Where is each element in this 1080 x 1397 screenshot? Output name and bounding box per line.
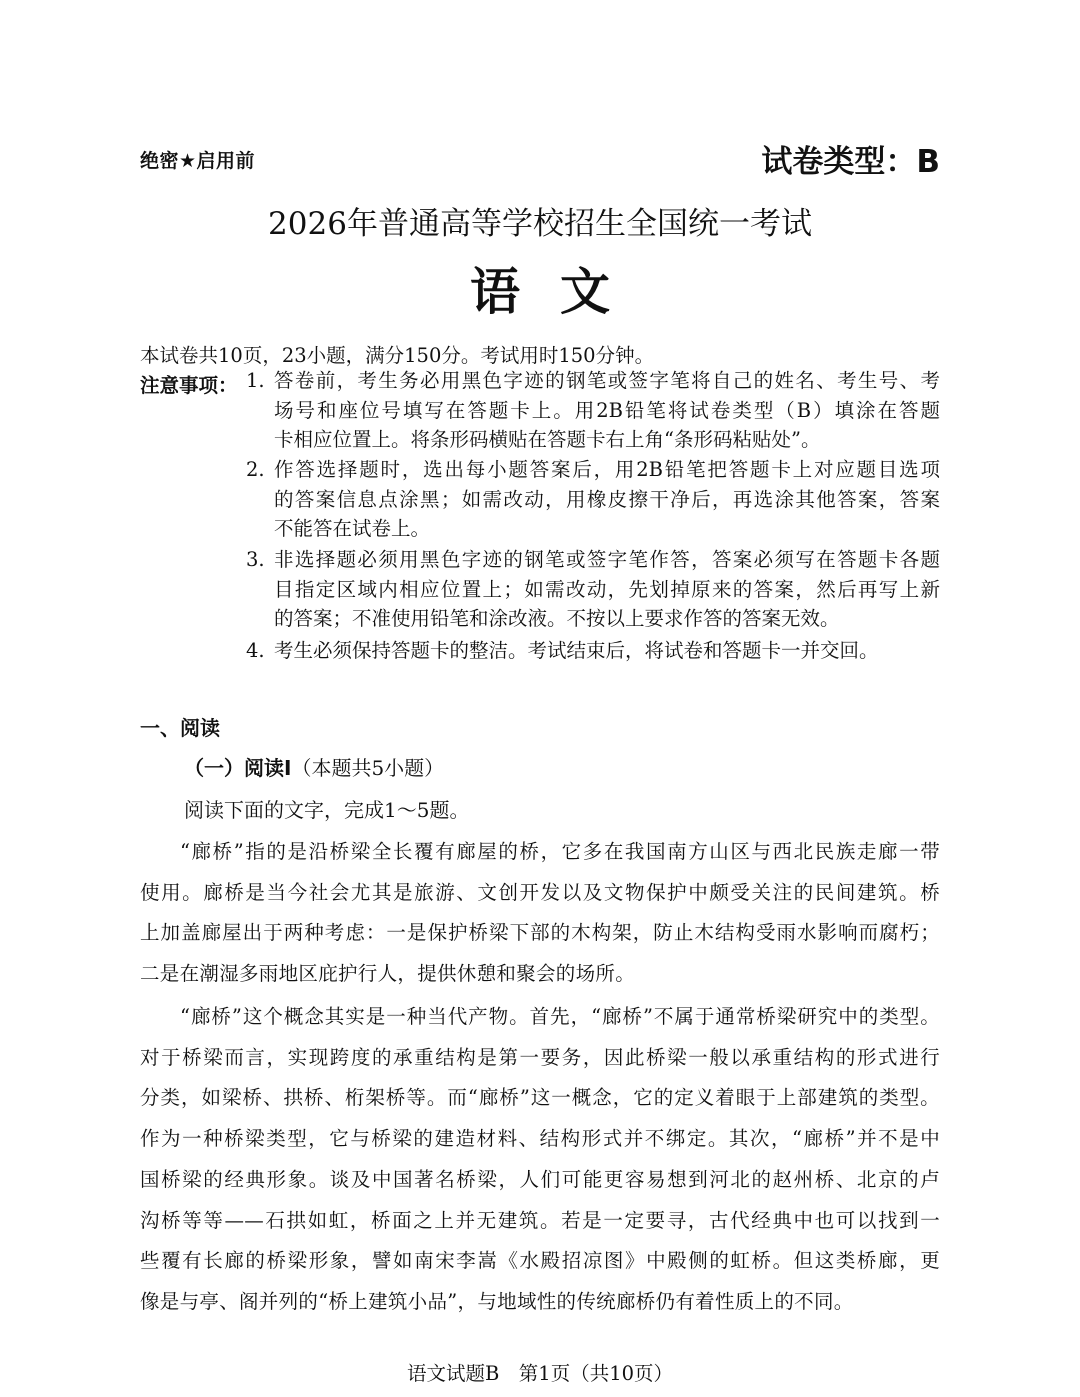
exam-title: 2026年普通高等学校招生全国统一考试	[268, 206, 812, 242]
subsection-label: （一）阅读I	[184, 756, 292, 780]
note-line: 的答案；不准使用铅笔和涂改液。不按以上要求作答的答案无效。	[274, 607, 840, 630]
note-line: 考生必须保持答题卡的整洁。考试结束后，将试卷和答题卡一并交回。	[274, 639, 879, 662]
passage-line: 二是在潮湿多雨地区庇护行人，提供休憩和聚会的场所。	[140, 962, 636, 986]
subject-char: 文	[560, 263, 610, 321]
reading-instruction: 阅读下面的文字，完成1～5题。	[184, 798, 470, 822]
passage-paragraph	[140, 997, 940, 1323]
passage-line: “廊桥”指的是沿桥梁全长覆有廊屋的桥，它多在我国南方山区与西北民族走廊一带	[180, 840, 940, 863]
passage-line: 上加盖廊屋出于两种考虑：一是保护桥梁下部的木构架，防止木结构受雨水影响而腐朽；	[140, 921, 940, 945]
passage-line: “廊桥”这个概念其实是一种当代产物。首先，“廊桥”不属于通常桥梁研究中的类型。	[180, 1005, 940, 1028]
subsection-title	[184, 752, 444, 781]
subsection-note: （本题共5小题）	[291, 756, 445, 780]
note-line: 不能答在试卷上。	[274, 517, 431, 540]
exam-intro: 本试卷共10页，23小题，满分150分。考试用时150分钟。	[140, 344, 655, 367]
passage-line: 沟桥等等——石拱如虹，桥面之上并无建筑。若是一定要寻，古代经典中也可以找到一	[140, 1208, 940, 1232]
passage-line: 对于桥梁而言，实现跨度的承重结构是第一要务，因此桥梁一般以承重结构的形式进行	[140, 1045, 940, 1069]
section-title: 一、阅读	[140, 716, 220, 740]
note-item	[246, 636, 940, 666]
note-item	[246, 545, 940, 630]
note-line: 作答选择题时，选出每小题答案后，用2B铅笔把答题卡上对应题目选项	[274, 458, 940, 481]
paper-type: 试卷类型：B	[761, 144, 940, 180]
note-line: 非选择题必须用黑色字迹的钢笔或签字笔作答，答案必须写在答题卡各题	[274, 548, 940, 571]
note-line: 场号和座位号填写在答题卡上。用2B铅笔将试卷类型（B）填涂在答题	[274, 398, 940, 422]
passage-line: 分类，如梁桥、拱桥、桁架桥等。而“廊桥”这一概念，它的定义着眼于上部建筑的类型。	[140, 1086, 940, 1110]
note-number: 4.	[246, 639, 265, 662]
subject-char: 语	[470, 263, 520, 321]
passage-paragraph	[140, 832, 940, 995]
note-number: 3.	[246, 548, 265, 571]
page-footer: 语文试题B 第1页（共10页）	[406, 1362, 674, 1385]
passage-line: 使用。廊桥是当今社会尤其是旅游、文创开发以及文物保护中颇受关注的民间建筑。桥	[140, 880, 940, 904]
note-number: 2.	[246, 458, 265, 481]
note-item	[246, 366, 940, 451]
passage-line: 些覆有长廊的桥梁形象，譬如南宋李嵩《水殿招凉图》中殿侧的虹桥。但这类桥廊，更	[140, 1249, 940, 1273]
passage-line: 作为一种桥梁类型，它与桥梁的建造材料、结构形式并不绑定。其次，“廊桥”并不是中	[140, 1127, 940, 1151]
note-line: 的答案信息点涂黑；如需改动，用橡皮擦干净后，再选涂其他答案，答案	[274, 487, 940, 511]
confidential-mark: 绝密★启用前	[140, 150, 256, 172]
note-line: 目指定区域内相应位置上；如需改动，先划掉原来的答案，然后再写上新	[274, 577, 940, 601]
note-line: 答卷前，考生务必用黑色字迹的钢笔或签字笔将自己的姓名、考生号、考	[274, 369, 940, 392]
note-line: 卡相应位置上。将条形码横贴在答题卡右上角“条形码粘贴处”。	[274, 428, 821, 451]
note-number: 1.	[246, 369, 265, 392]
notes-label: 注意事项：	[140, 374, 238, 397]
subject-title	[0, 252, 1080, 324]
passage-line: 国桥梁的经典形象。谈及中国著名桥梁，人们可能更容易想到河北的赵州桥、北京的卢	[140, 1167, 940, 1191]
note-item	[246, 455, 940, 540]
passage-line: 像是与亭、阁并列的“桥上建筑小品”，与地域性的传统廊桥仍有着性质上的不同。	[140, 1289, 854, 1313]
